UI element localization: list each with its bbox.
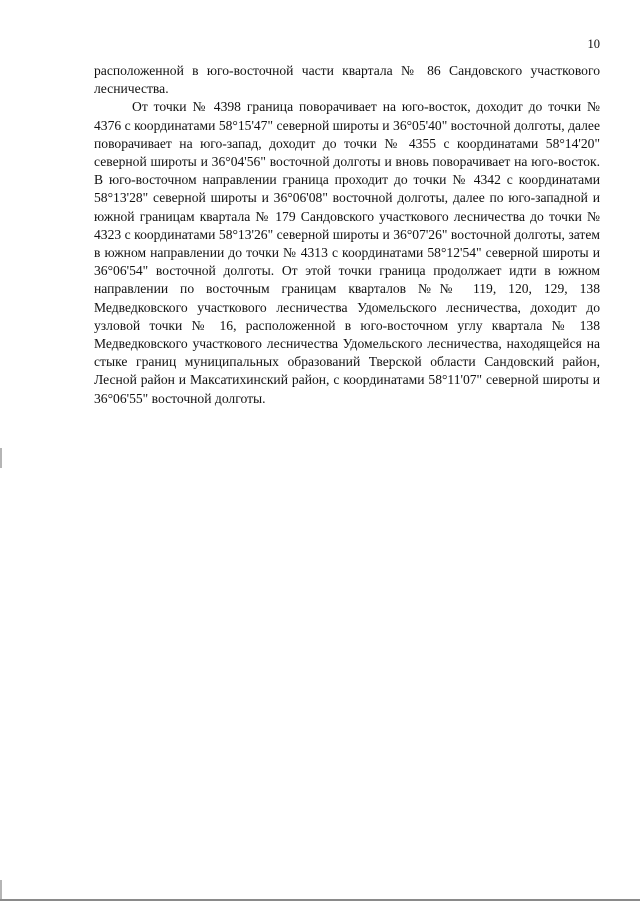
scan-bottom-edge [0,899,640,901]
scan-edge-mark [0,448,2,468]
paragraph-continuation: расположенной в юго-восточной части квартала № 86 Сандовского участкового лесничества. [94,63,600,97]
page-number: 10 [587,37,600,51]
document-body [94,62,600,408]
paragraph-boundary-description: От точки № 4398 граница поворачивает на юго-восток, доходит до точки № 4376 с координатами 58°15'47" северной широты и 36°05'40" восточной долготы, далее поворачивает на юго-запад, доходит до точки № 4355 с координатами 58°14'20" северной широты и 36°04'56" восточной долготы и вновь поворачивает на юго-восток. В юго-восточном направлении граница проходит до точки № 4342 с координатами 58°13'28" северной широты и 36°06'08" восточной долготы, далее по юго-западной и южной границам квартала № 179 Сандовского участкового лесничества до точки № 4323 с координатами 58°13'26" северной широты и 36°07'26" восточной долготы, затем в южном направлении до точки № 4313 с координатами 58°12'54" северной широты и 36°06'54" восточной долготы. От этой точки граница продолжает идти в южном направлении по восточным границам кварталов №№ 119, 120, 129, 138 Медведковского участкового лесничества Удомельского лесничества, доходит до узловой точки № 16, расположенной в юго-восточном углу квартала № 138 Медведковского участкового лесничества Удомельского лесничества, находящейся на стыке границ муниципальных образований Тверской области Сандовский район, Лесной район и Максатихинский район, с координатами 58°11'07" северной широты и 36°06'55" восточной долготы. [94,99,600,406]
scan-edge-mark [0,880,2,900]
